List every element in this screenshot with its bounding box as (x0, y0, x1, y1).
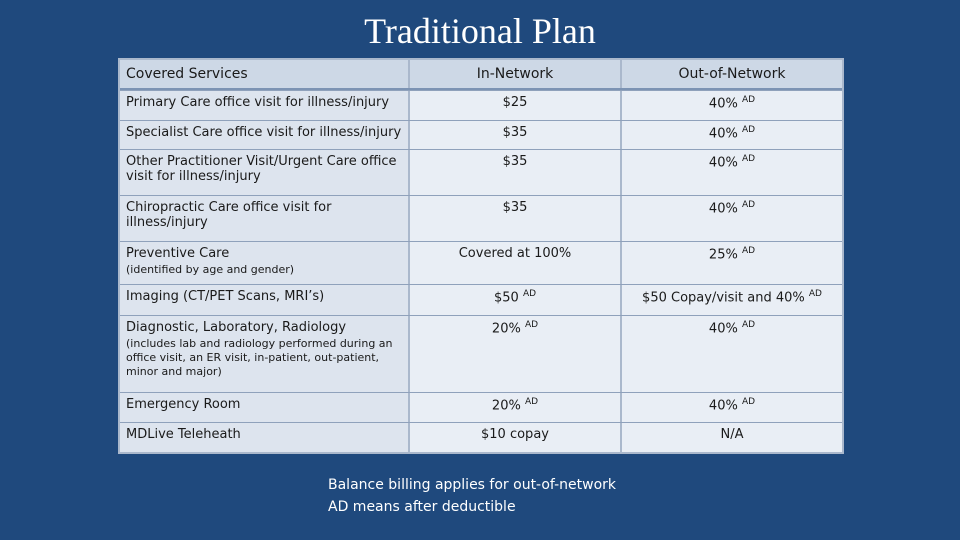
table-header-row (120, 60, 842, 90)
table-row (120, 284, 842, 315)
service-sublabel: (identified by age and gender) (126, 263, 295, 276)
service-label: Diagnostic, Laboratory, Radiology (126, 320, 347, 335)
service-label: Chiropractic Care office visit for illness/injury (126, 200, 332, 230)
header-out-of-network: Out-of-Network (622, 60, 842, 88)
ad-marker: AD (741, 246, 756, 256)
out-network-value: 40% (708, 398, 738, 414)
table-row (120, 149, 842, 195)
table-row (120, 90, 842, 120)
out-network-value: N/A (720, 427, 744, 442)
header-in-network: In-Network (410, 60, 622, 88)
ad-marker: AD (524, 397, 539, 407)
ad-marker: AD (524, 320, 539, 330)
table-row (120, 315, 842, 392)
footnote-balance-billing: Balance billing applies for out-of-network (328, 477, 617, 493)
table-row (120, 422, 842, 452)
service-label: MDLive Teleheath (126, 427, 241, 442)
in-network-value: 20% (491, 321, 521, 337)
service-label: Preventive Care (126, 246, 230, 261)
service-label: Specialist Care office visit for illness/injury (126, 125, 402, 140)
in-network-value: 20% (491, 398, 521, 414)
page-title: Traditional Plan (364, 11, 596, 51)
service-label: Emergency Room (126, 397, 241, 412)
ad-marker: AD (808, 289, 822, 299)
ad-marker: AD (741, 200, 756, 210)
ad-marker: AD (741, 320, 756, 330)
table-row (120, 392, 842, 422)
service-label: Imaging (CT/PET Scans, MRI’s) (126, 289, 325, 304)
footnote-ad-definition: AD means after deductible (328, 499, 516, 515)
out-network-value: 40% (708, 201, 738, 217)
table-row (120, 120, 842, 149)
out-network-value: 40% (708, 126, 738, 142)
table-row (120, 195, 842, 241)
in-network-value: $35 (502, 154, 528, 169)
in-network-value: $50 (493, 290, 519, 306)
out-network-value: 25% (708, 247, 738, 263)
service-label: Primary Care office visit for illness/injury (126, 95, 390, 110)
table-row (120, 241, 842, 284)
out-network-value: 40% (708, 321, 738, 337)
ad-marker: AD (741, 125, 756, 135)
out-network-value: $50 Copay/visit and 40% (642, 290, 805, 306)
footnote (328, 474, 616, 518)
in-network-value: Covered at 100% (458, 246, 572, 261)
ad-marker: AD (522, 289, 537, 299)
benefits-table (118, 58, 844, 454)
in-network-value: $10 copay (481, 427, 549, 442)
out-network-value: 40% (708, 155, 738, 171)
in-network-value: $25 (502, 95, 528, 110)
ad-marker: AD (741, 397, 756, 407)
ad-marker: AD (741, 95, 756, 105)
service-label: Other Practitioner Visit/Urgent Care office visit for illness/injury (126, 154, 397, 184)
ad-marker: AD (741, 154, 756, 164)
service-sublabel: (includes lab and radiology performed during an office visit, an ER visit, in-patient, out-patient, minor and major) (126, 337, 393, 378)
out-network-value: 40% (708, 96, 738, 112)
in-network-value: $35 (502, 200, 528, 215)
in-network-value: $35 (502, 125, 528, 140)
header-covered-services: Covered Services (120, 60, 410, 88)
